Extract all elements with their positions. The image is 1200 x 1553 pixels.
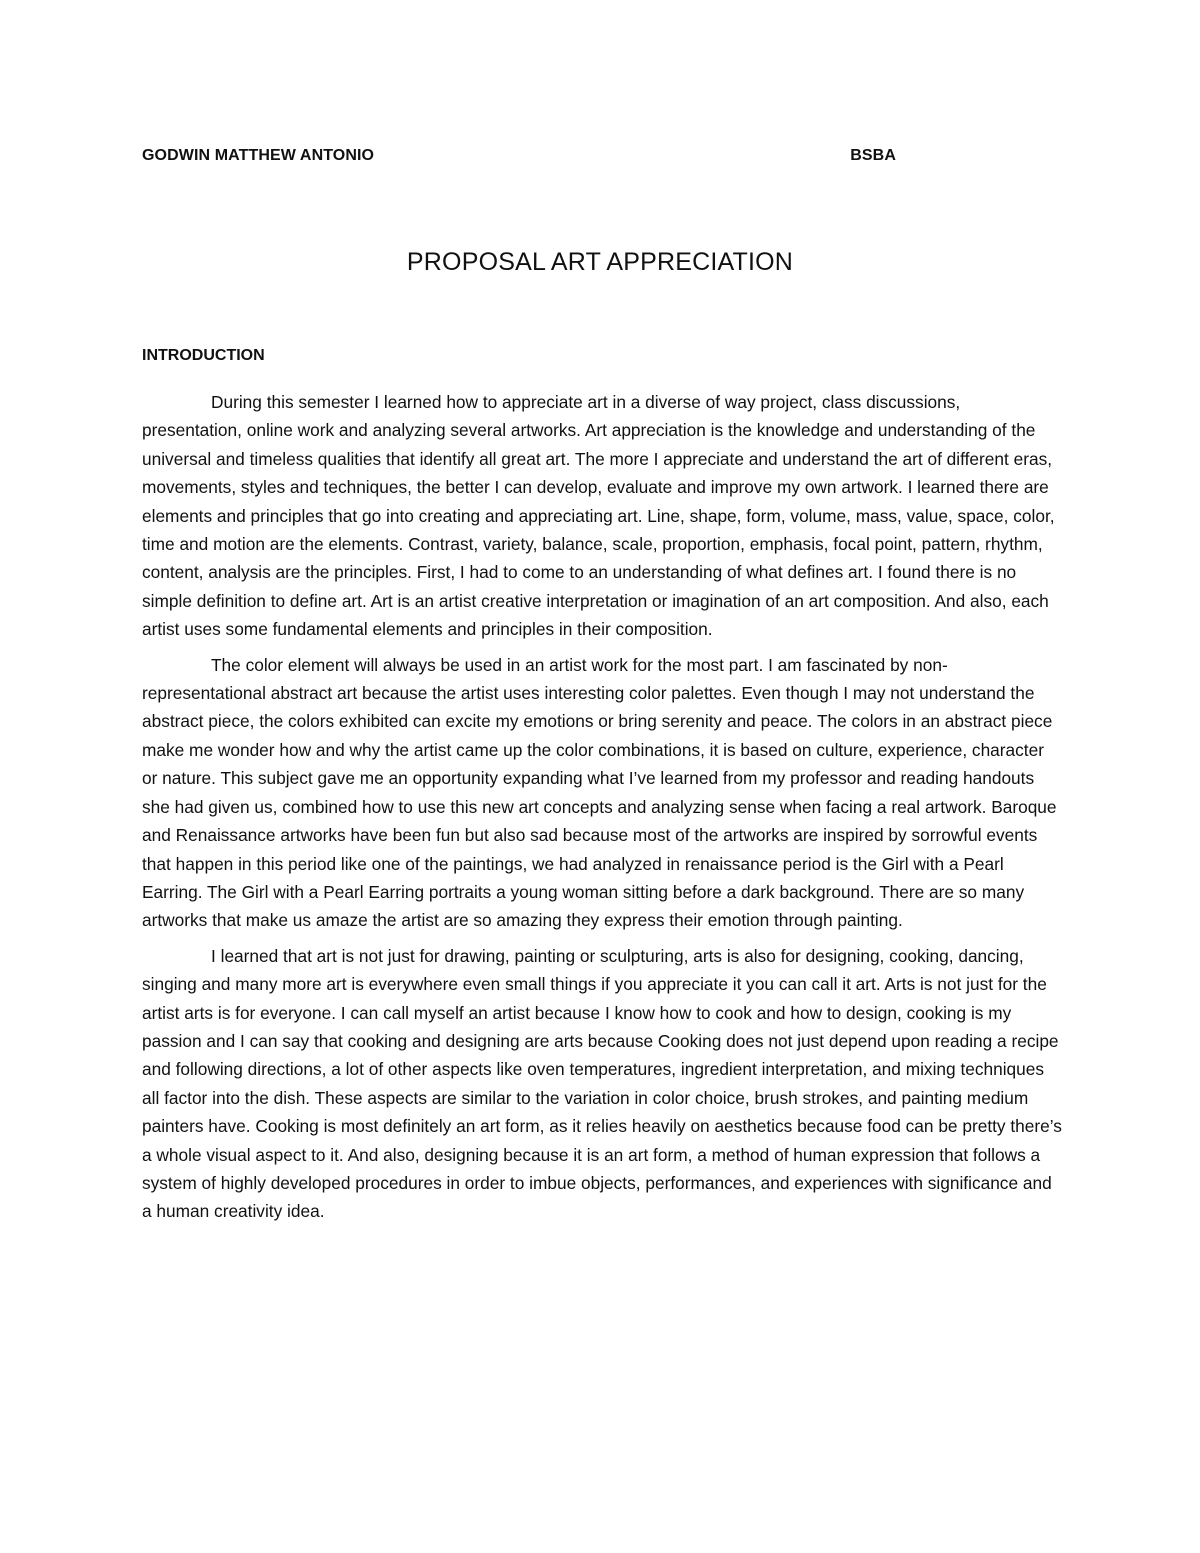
document-body <box>142 388 1062 1233</box>
paragraph-2: The color element will always be used in an artist work for the most part. I am fascinated by non-representational abstract art because the artist uses interesting color palettes. Even though I may not understand the abstract piece, the colors exhibited can excite my emotions or bring serenity and peace. The colors in an abstract piece make me wonder how and why the artist came up the color combinations, it is based on culture, experience, character or nature. This subject gave me an opportunity expanding what I’ve learned from my professor and reading handouts she had given us, combined how to use this new art concepts and analyzing sense when facing a real artwork. Baroque and Renaissance artworks have been fun but also sad because most of the artworks are inspired by sorrowful events that happen in this period like one of the paintings, we had analyzed in renaissance period is the Girl with a Pearl Earring. The Girl with a Pearl Earring portraits a young woman sitting before a dark background. There are so many artworks that make us amaze the artist are so amazing they express their emotion through painting. <box>142 654 1057 931</box>
program-label: BSBA <box>850 147 896 164</box>
paragraph-3: I learned that art is not just for drawing, painting or sculpturing, arts is also for designing, cooking, dancing, singing and many more art is everywhere even small things if you appreciate it you can call it art. Arts is not just for the artist arts is for everyone. I can call myself an artist because I know how to cook and how to design, cooking is my passion and I can say that cooking and designing are arts because Cooking does not just depend upon reading a recipe and following directions, a lot of other aspects like oven temperatures, ingredient interpretation, and mixing techniques all factor into the dish. These aspects are similar to the variation in color choice, brush strokes, and painting medium painters have. Cooking is most definitely an art form, as it relies heavily on aesthetics because food can be pretty there’s a whole visual aspect to it. And also, designing because it is an art form, a method of human expression that follows a system of highly developed procedures in order to imbue objects, performances, and experiences with significance and a human creativity idea. <box>142 945 1062 1222</box>
paragraph-1: During this semester I learned how to appreciate art in a diverse of way project, class discussions, presentation, online work and analyzing several artworks. Art appreciation is the knowledge and understanding of the universal and timeless qualities that identify all great art. The more I appreciate and understand the art of different eras, movements, styles and techniques, the better I can develop, evaluate and improve my own artwork. I learned there are elements and principles that go into creating and appreciating art. Line, shape, form, volume, mass, value, space, color, time and motion are the elements. Contrast, variety, balance, scale, proportion, emphasis, focal point, pattern, rhythm, content, analysis are the principles. First, I had to come to an understanding of what defines art. I found there is no simple definition to define art. Art is an artist creative interpretation or imagination of an art composition. And also, each artist uses some fundamental elements and principles in their composition. <box>142 392 1055 640</box>
document-header <box>142 147 896 165</box>
author-name: GODWIN MATTHEW ANTONIO <box>142 147 375 164</box>
section-heading-introduction: INTRODUCTION <box>142 347 265 364</box>
document-title: PROPOSAL ART APPRECIATION <box>406 248 794 276</box>
